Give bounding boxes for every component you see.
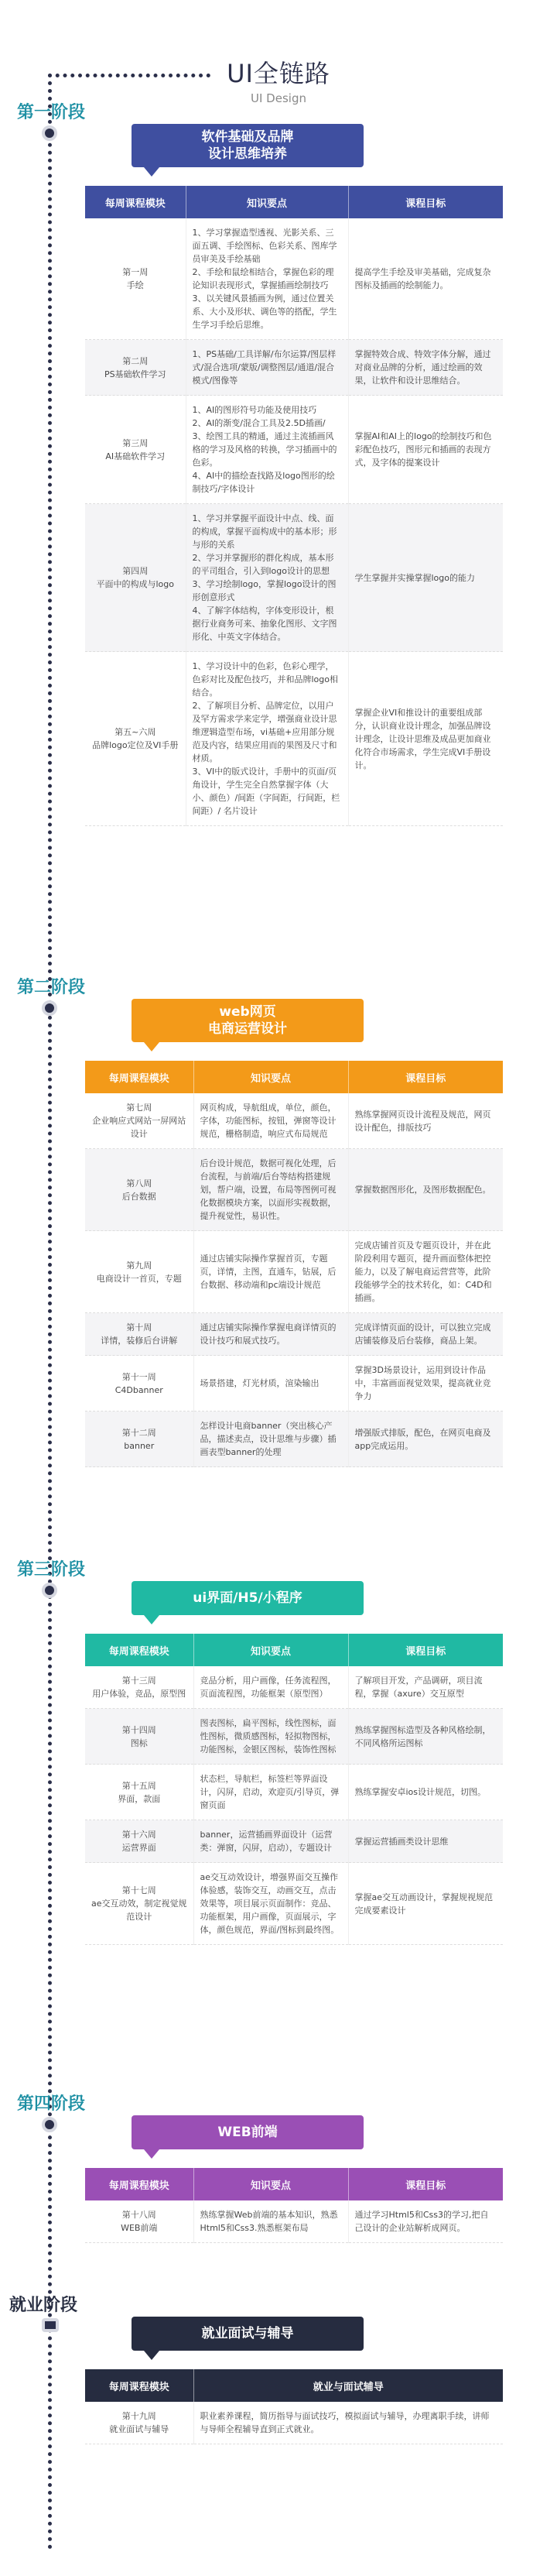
week-label: 第十八周 [121,2210,156,2220]
column-header: 知识要点 [193,2168,348,2200]
module-cell [85,504,186,652]
column-header: 课程目标 [405,2180,446,2192]
badge-line: web网页 [219,1004,276,1020]
stage-label: 就业阶段 [9,2296,78,2315]
module-name: PS基础软件学习 [104,369,166,379]
knowledge-points-cell: 熟练掌握Web前端的基本知识，熟悉Html5和Css3.熟悉框架布局 [193,2200,348,2243]
module-cell [85,1313,193,1356]
table-row [85,652,503,826]
knowledge-points-cell: 场景搭建，灯光材质，渲染输出 [193,1356,348,1411]
module-cell [85,1149,193,1231]
module-cell [85,1666,193,1709]
module-name: 运营界面 [121,1843,156,1853]
table-row [85,1093,503,1149]
course-table [85,2168,503,2243]
module-name: AI基础软件学习 [105,451,166,461]
module-cell [85,2200,193,2243]
knowledge-points-cell: banner，运营插画界面设计（运营类：弹窗，闪屏，启动），专题设计 [193,1820,348,1863]
module-name: 平面中的构成与logo [96,579,174,589]
module-cell [85,1093,193,1149]
module-name: ae交互动效，制定视觉规范设计 [91,1899,187,1922]
stage-badge [132,999,364,1042]
course-goal-cell: 提高学生手绘及审美基础，完成复杂图标及插画的绘制能力。 [348,218,503,340]
timeline-node-icon [42,2318,59,2332]
table-row [85,218,503,340]
table-row [85,396,503,504]
module-cell [85,1709,193,1765]
week-label: 第十九周 [121,2411,156,2421]
course-goal-cell: 掌握AI和AI上的logo的绘制技巧和色彩配色技巧，图形元和插画的表现方式，及字体的提案设计 [348,396,503,504]
badge-line: 设计思维培养 [208,146,287,162]
course-goal-cell: 完成详情页面的设计，可以独立完成店铺装修及后台装修，商品上架。 [348,1313,503,1356]
stage-label: 第四阶段 [17,2094,86,2114]
module-name: C4Dbanner [114,1384,163,1395]
course-goal-cell: 掌握特效合成、特效字体分解，通过对商业品牌的分析，通过绘画的效果，让软件和设计思维结合。 [348,340,503,396]
module-name: 后台数据 [121,1191,156,1202]
module-name: 用户体验，竞品，原型图 [92,1689,186,1699]
week-label: 第四周 [122,566,149,576]
module-cell [85,1356,193,1411]
column-header: 每周课程模块 [85,1634,193,1666]
course-table [85,186,503,826]
course-goal-cell: 学生掌握并实操掌握logo的能力 [348,504,503,652]
column-header: 课程目标 [405,197,446,210]
module-cell [85,652,186,826]
week-label: 第二周 [122,355,149,366]
knowledge-points-cell: 1、AI的图形符号功能及使用技巧 2、AI的渐变/混合工具及2.5D插画/ 3、绘图工具的精通，通过主流插画风格的学习及风格的转换，学习插画中的色彩。 4、AI中的描绘查找路及logo图形的绘制技巧/字体设计 [186,396,348,504]
course-goal-cell: 熟练掌握安卓ios设计规范，切图。 [348,1765,503,1820]
column-header: 每周课程模块 [85,1061,193,1093]
week-label: 第十五周 [121,1780,156,1791]
badge-line: 就业面试与辅导 [201,2326,294,2341]
column-header: 每周课程模块 [85,186,186,218]
module-name: 图标 [130,1737,148,1748]
week-label: 第七周 [126,1103,152,1113]
course-goal-cell: 熟练掌握网页设计流程及规范，网页设计配色，排版技巧 [348,1093,503,1149]
module-name: 电商设计一首页，专题 [96,1273,182,1284]
module-name: WEB前端 [121,2223,158,2233]
column-header: 知识要点 [186,186,348,218]
course-table [85,1061,503,1467]
module-name: 品牌logo定位及VI手册 [92,740,179,750]
week-label: 第五~六周 [114,727,156,737]
timeline-node-icon [42,1000,57,1016]
knowledge-points-cell: 1、学习并掌握平面设计中点、线、面的构成，掌握平面构成中的基本形；形与形的关系 2、学习并掌握形的群化构成，基本形的平司组合，引入到logo设计的思想 3、学习绘制logo，掌握logo设计的图形创意形式 4、了解字体结构，字体变形设计，根据行业商务可来、抽象化图形、文字图形化、中英文字体结合。 [186,504,348,652]
week-label: 第十一周 [121,1371,156,1382]
knowledge-points-cell: 怎样设计电商banner（突出核心产品，描述卖点，设计思维与步骤）插画表型banner的处理 [193,1411,348,1467]
module-cell [85,218,186,340]
knowledge-points-cell: ae交互动效设计，增强界面交互操作体验感，装饰交互，动画交互，点击效果等，项目展示页面制作：竞品、功能框架，用户画像，页面展示，字体，颜色规范，界面/图标到最终图。 [193,1863,348,1945]
module-cell [85,1411,193,1467]
week-label: 第一周 [122,267,149,277]
column-header: 课程目标 [405,1645,446,1658]
timeline-dotted-line [48,74,52,2551]
week-label: 第十六周 [121,1830,156,1840]
table-row [85,1666,503,1709]
stage-badge [132,1581,364,1615]
table-row [85,2200,503,2243]
course-goal-cell: 掌握ae交互动画设计，掌握规视规范完成要素设计 [348,1863,503,1945]
column-header: 知识要点 [193,1061,348,1093]
knowledge-points-cell: 通过店铺实际操作掌握电商详情页的设计技巧和展式技巧。 [193,1313,348,1356]
week-label: 第十周 [126,1322,152,1333]
module-name: banner [124,1440,155,1451]
course-goal-cell: 通过学习Html5和Css3的学习,把自己设计的企业站解析成网页。 [348,2200,503,2243]
badge-line: WEB前端 [217,2125,278,2140]
table-row [85,2402,503,2444]
timeline-node-icon [42,2117,57,2132]
module-cell [85,1863,193,1945]
knowledge-points-cell: 1、PS基础/工具详解/布尔运算/图层样式/混合选项/蒙版/调整图层/通道/混合模式/图像等 [186,340,348,396]
knowledge-points-cell: 后台设计规范，数据可视化处理，后台流程，与前端/后台等结构搭建规划，帮户端，设置，布局等图例可视化数据模块方案，以面形实视数据，提升视觉性，易识性。 [193,1149,348,1231]
column-header: 课程目标 [405,1072,446,1085]
week-label: 第十二周 [121,1427,156,1438]
course-table [85,1634,503,1945]
page-title: UI全链路 [227,59,330,88]
badge-line: 电商运营设计 [208,1021,287,1037]
course-goal-cell: 掌握运营插画类设计思维 [348,1820,503,1863]
module-name: 详情，装修后台讲解 [101,1336,178,1346]
module-name: 界面，款面 [118,1793,161,1804]
course-goal-cell: 完成店铺首页及专题页设计，并在此阶段利用专题页，提升画面整体把控能力，以及了解电商运营营等，此阶段能够学全的技术转化，如：C4D和插画。 [348,1231,503,1313]
module-name: 就业面试与辅导 [109,2424,169,2434]
course-goal-cell: 了解项目开发，产品调研，项目流程，掌握（axure）交互原型 [348,1666,503,1709]
module-cell [85,396,186,504]
stage-label: 第三阶段 [17,1560,86,1580]
course-table [85,2369,503,2444]
module-name: 手绘 [126,280,144,290]
knowledge-points-cell: 竞品分析，用户画像，任务流程图，页面流程图，功能框架（原型图） [193,1666,348,1709]
course-goal-cell: 掌握企业VI和推设计的重要组成部分，认识商业设计理念，加强品牌设计理念，让设计思维及成品更加商业化符合市场需求，学生完成VI手册设计。 [348,652,503,826]
week-label: 第十四周 [121,1724,156,1735]
knowledge-points-cell: 网页构成，导航组成，单位，颜色，字体，功能图标，按钮，弹窗等设计规范，栅格制造，响应式布局规范 [193,1093,348,1149]
module-cell [85,340,186,396]
stage-badge [132,2317,364,2351]
table-row [85,1765,503,1820]
column-header: 知识要点 [193,1634,348,1666]
table-row [85,1356,503,1411]
stage-label: 第一阶段 [17,103,86,122]
page-subtitle: UI Design [251,91,306,105]
table-row [85,1820,503,1863]
knowledge-points-cell: 1、学习设计中的色彩，色彩心理学，色彩对比及配色技巧，并和品牌logo相结合。 2、了解项目分析、品牌定位，以用户及罕方需求学来定学，增强商业设计思维逻辑造型布场，vi基础+应用部分规范及内容，结果应用而的果图及尺寸和材质。 3、VI中的版式设计，手册中的页面/页角设计，学生完全自然掌握字体（大小、颜色）/间距（字间距，行间距，栏间距）/ 名片设计 [186,652,348,826]
timeline-node-icon [42,1583,57,1598]
course-goal-cell: 增强版式排版，配色，在网页电商及app完成运用。 [348,1411,503,1467]
column-header: 就业与面试辅导 [313,2381,384,2393]
table-row [85,504,503,652]
knowledge-points-cell: 1、学习掌握造型透视、光影关系、三面五调、手绘图标、色彩关系、图库学员审美及手绘基础 2、手绘和鼠绘相结合，掌握色彩的理论知识表现形式，掌握插画绘制技巧 3、以关键风景插画为例，通过位置关系、大小及形状、调色等的搭配，学生生学习手绘后思维。 [186,218,348,340]
table-row [85,340,503,396]
knowledge-points-cell: 通过店铺实际操作掌握首页，专题页，详情，主图，直通车，钻展，后台数据、移动端和pc端设计规范 [193,1231,348,1313]
week-label: 第三周 [122,437,149,448]
column-header: 每周课程模块 [85,2369,193,2402]
timeline-node-icon [42,125,57,141]
course-goal-cell: 熟练掌握图标造型及各种风格绘制，不同风格所运图标 [348,1709,503,1765]
course-goal-cell: 掌握3D场景设计，运用到设计作品中，丰富画面视觉效果，提高就业竞争力 [348,1356,503,1411]
knowledge-points-cell: 状态栏，导航栏，标签栏等界面设计，闪屏，启动，欢迎页/引导页，弹窗页面 [193,1765,348,1820]
table-row [85,1863,503,1945]
knowledge-points-cell: 职业素养课程，简历指导与面试技巧，模拟面试与辅导，办理离职手续，讲师与导师全程辅导直到正式就业。 [193,2402,503,2444]
column-header: 每周课程模块 [85,2168,193,2200]
week-label: 第十七周 [121,1885,156,1895]
badge-line: ui界面/H5/小程序 [193,1590,302,1606]
table-row [85,1149,503,1231]
table-row [85,1709,503,1765]
course-goal-cell: 掌握数据图形化，及图形数据配色。 [348,1149,503,1231]
page-header [0,54,557,105]
module-name: 企业响应式网站一屏网站设计 [92,1116,186,1139]
module-cell [85,1231,193,1313]
module-cell [85,1820,193,1863]
stage-label: 第二阶段 [17,978,86,997]
table-row [85,1411,503,1467]
table-row [85,1313,503,1356]
stage-badge [132,124,364,167]
week-label: 第十三周 [121,1676,156,1686]
module-cell [85,1765,193,1820]
table-row [85,1231,503,1313]
module-cell [85,2402,193,2444]
knowledge-points-cell: 图表图标，扁平图标，线性图标，面性图标，微质感图标，轻拟物图标，功能图标，金银区图标，装饰性图标 [193,1709,348,1765]
week-label: 第八周 [126,1178,152,1189]
badge-line: 软件基础及品牌 [201,129,294,145]
week-label: 第九周 [126,1260,152,1271]
stage-badge [132,2115,364,2149]
